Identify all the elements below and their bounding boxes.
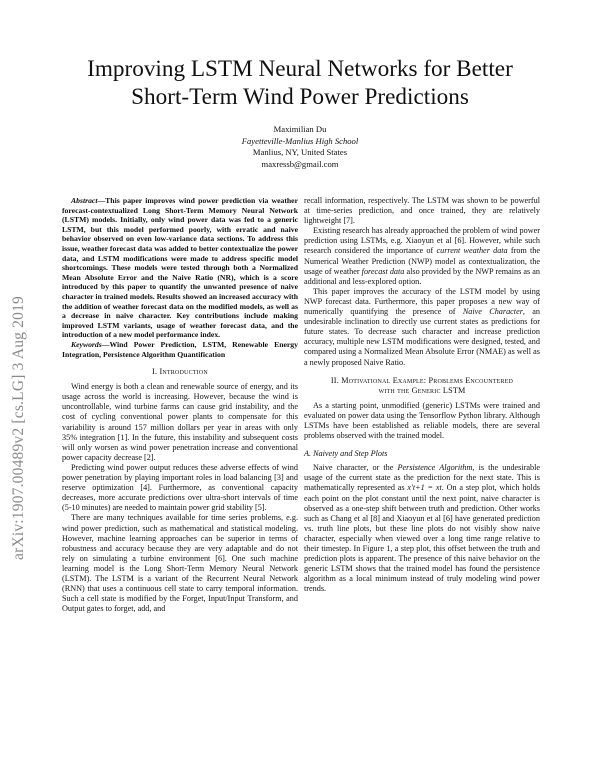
text-run: from the Numerical Weather Prediction (NWP) model as contextualization, the usage of weather <box>304 246 541 276</box>
keywords-text: —Wind Power Prediction, LSTM, Renewable Energy Integration, Persistence Algorithm Quantification <box>62 339 298 359</box>
abstract-lead: Abstract <box>71 196 98 205</box>
intro-paragraph-2: Predicting wind power output reduces these adverse effects of wind power penetration by playing important roles in load balancing [3] and reserve optimization [4]. Furthermore, as conventional capacity decreases, more accurate predictions over ultra-short intervals of time (5-10 minutes) are needed to maintain power grid stability [5]. <box>62 462 298 513</box>
section-heading-line: with the Generic LSTM <box>378 385 466 395</box>
text-run: , an undesirable inclination to directly use current states as predictions for future states. To decrease such character and increase prediction accuracy, multiple new LSTM modifications were designed, tested, and compared using a Normalized Mean Absolute Error (NMAE) as well as a newly proposed Naive Ratio. <box>304 307 540 367</box>
author-name: Maximilian Du <box>273 124 327 134</box>
text-run: Naive character, or the <box>313 463 398 473</box>
section-heading-introduction: I. Introduction <box>152 367 208 377</box>
author-location: Manlius, NY, United States <box>252 147 348 157</box>
section2-paragraph-1: As a starting point, unmodified (generic) LSTMs were trained and evaluated on power data using the Tensorflow Python library. Although LSTMs have been established as reliable models, there are several problems observed with the trained model. <box>304 400 540 441</box>
subsection-heading: A. Naivety and Step Plots <box>304 449 388 459</box>
text-run: Existing research has already approached the problem of wind power prediction using LSTMs, e.g. Xiaoyun et al [6]. However, while such research considered the importance of <box>304 226 540 256</box>
section2-paragraph-2 <box>304 463 540 594</box>
right-column <box>304 196 540 594</box>
abstract-text: —This paper improves wind power prediction via weather forecast-contextualized Long Short-Term Memory Neural Network (LSTM) models. Initially, only wind power data was fed to a generic LSTM, but this model performed poorly, with erratic and naive behavior observed on even low-variance data sections. To address this issue, weather forecast data was added to better contextualize the power data, and LSTM modifications were made to address specific model shortcomings. These models were tested through both a Normalized Mean Absolute Error and the Naive Ratio (NR), which is a score introduced by this paper to quantify the unwanted presence of naive character in trained models. Results showed an increased accuracy with the addition of weather forecast data on the modified models, as well as a decrease in naive character. Key contributions include making improved LSTM variants, usage of weather forecast data, and the introduction of a new model performance index. <box>62 196 298 340</box>
title-line-1: Improving LSTM Neural Networks for Better <box>87 56 513 82</box>
emphasis: forecast data <box>361 266 405 276</box>
keywords-lead: Keywords <box>71 339 102 349</box>
emphasis: Naive Character <box>462 307 523 317</box>
section-heading-motivational-example <box>304 376 540 396</box>
section-heading-line: II. Motivational Example: Problems Encountered <box>330 375 514 385</box>
emphasis: Persistence Algorithm <box>397 463 473 473</box>
author-email: maxressb@gmail.com <box>261 158 339 169</box>
intro-continuation: recall information, respectively. The LSTM was shown to be powerful at time-series prediction, and once trained, they are relatively lightweight [7]. <box>304 196 540 226</box>
author-affiliation: Fayetteville-Manlius High School <box>241 135 359 146</box>
author-block <box>150 124 450 170</box>
keywords <box>62 340 298 359</box>
text-run: , is the undesirable usage of the current state as the prediction for the next state. This is mathematically represented as <box>304 463 540 493</box>
text-run: also provided by the NWP remains as an additional and less-explored option. <box>304 266 541 286</box>
title-line-2: Short-Term Wind Power Predictions <box>131 84 469 110</box>
intro-paragraph-3: There are many techniques available for time series problems, e.g. wind power prediction, such as mathematical and statistical modeling. However, machine learning approaches can be superior in terms of robustness and accuracy because they are very adaptable and do not rely on simulating a turbine environment [6]. One such machine learning model is the Long Short-Term Memory Neural Network (LSTM). The LSTM is a variant of the Recurrent Neural Network (RNN) that uses a continuous cell state to carry temporal information. Such a cell state is modified by the Forget, Input/Input Transform, and Output gates to forget, add, and <box>62 513 298 614</box>
arxiv-stamp: arXiv:1907.00489v2 [cs.LG] 3 Aug 2019 <box>10 296 27 560</box>
intro-paragraph-1: Wind energy is both a clean and renewable source of energy, and its usage across the world is increasing. However, because the wind is uncontrollable, wind turbine farms can cause grid instability, and the cost of cycling conventional power plants to compensate for this variability is around 157 million dollars per year in areas with only 35% integration [1]. In the future, this instability and subsequent costs will only worsen as wind power penetration increase and conventional power capacity decrease [2]. <box>62 382 298 462</box>
abstract <box>62 196 298 340</box>
intro-paragraph-5 <box>304 287 540 368</box>
text-run: . On a step plot, which holds each point on the plot constant until the next point, naive character is observed as a one-step shift between truth and prediction. Other works such as Chang et al [8] and Xiaoyun et al [6] have generated prediction vs. truth line plots, but these line plots do not visibly show naive character, especially when viewed over a long time range relative to their timestep. In Figure 1, a step plot, this offset between the truth and prediction plots is apparent. The presence of this naive behavior on the generic LSTM shows that the trained model has found the persistence algorithm as a local minimum instead of truly modeling wind power trends. <box>304 483 540 594</box>
text-run: This paper improves the accuracy of the LSTM model by using NWP forecast data. Furthermore, this paper proposes a new way of numerically quantifying the presence of <box>304 286 540 317</box>
emphasis: current weather data <box>436 246 508 256</box>
paper-title <box>50 55 550 111</box>
left-column <box>62 196 298 614</box>
intro-paragraph-4 <box>304 226 540 287</box>
math-expression: x′t+1 = xt <box>407 483 442 493</box>
